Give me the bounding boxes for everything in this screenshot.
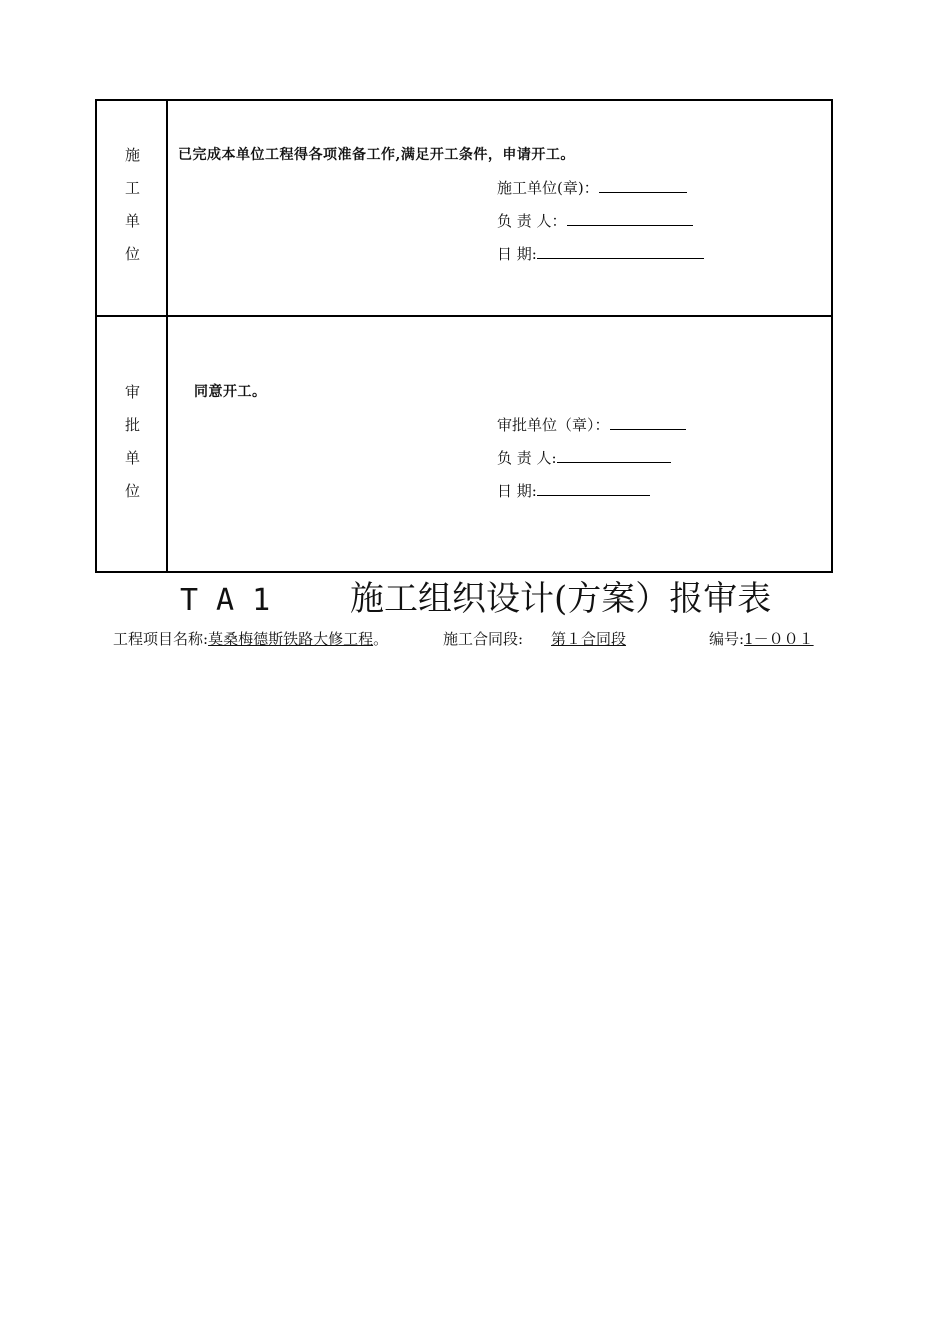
project-name-field [113, 628, 388, 649]
contractor-date-line[interactable] [537, 246, 704, 259]
contractor-unit-line[interactable] [599, 180, 687, 193]
project-name-value: 莫桑梅德斯铁路大修工程 [208, 630, 374, 648]
approval-statement: 同意开工。 [194, 384, 267, 400]
contractor-person-label: 负 责 人： [497, 212, 567, 230]
contractor-row [97, 101, 831, 317]
approval-person-line[interactable] [557, 450, 671, 463]
approval-date-line[interactable] [537, 483, 650, 496]
approval-person-label: 负 责 人: [497, 449, 557, 467]
contract-section-value: 第１合同段 [551, 630, 627, 648]
approval-date-label: 日 期: [497, 482, 537, 500]
side-label-char: 位 [124, 482, 140, 500]
approval-unit-label: 审批单位（章）： [497, 416, 610, 434]
contract-section-field [443, 628, 523, 649]
approval-row [97, 317, 831, 571]
side-label-char: 单 [124, 212, 140, 230]
form-title [180, 576, 800, 622]
contract-section-label: 施工合同段: [443, 630, 524, 648]
project-name-label: 工程项目名称: [113, 630, 209, 648]
contractor-unit-label: 施工单位(章)： [497, 179, 599, 197]
contractor-statement: 已完成本单位工程得各项准备工作,满足开工条件，申请开工。 [178, 147, 575, 163]
document-number-field [709, 628, 814, 649]
contract-section-value-wrap [551, 628, 626, 649]
side-label-char: 工 [124, 179, 140, 197]
side-label-char: 批 [124, 416, 140, 434]
side-label-char: 审 [124, 383, 140, 401]
approval-content [168, 317, 831, 571]
contractor-date-field [497, 243, 704, 264]
project-name-suffix: 。 [373, 630, 389, 648]
approval-form-table [95, 99, 833, 573]
document-number-label: 编号: [709, 630, 745, 648]
approval-date-field [497, 480, 650, 501]
approval-person-field [497, 447, 671, 468]
side-label-char: 位 [124, 245, 140, 263]
contractor-unit-field [497, 177, 687, 198]
contractor-content [168, 101, 831, 315]
form-code: TA1 [180, 583, 289, 618]
form-name: 施工组织设计(方案）报审表 [350, 579, 772, 619]
approval-side-label [97, 317, 168, 571]
approval-unit-field [497, 414, 686, 435]
side-label-char: 施 [124, 146, 140, 164]
contractor-date-label: 日 期: [497, 245, 537, 263]
contractor-person-field [497, 210, 693, 231]
document-number-value: 1－００１ [744, 630, 814, 648]
contractor-side-label [97, 101, 168, 315]
approval-unit-line[interactable] [610, 417, 686, 430]
side-label-char: 单 [124, 449, 140, 467]
contractor-person-line[interactable] [567, 213, 693, 226]
